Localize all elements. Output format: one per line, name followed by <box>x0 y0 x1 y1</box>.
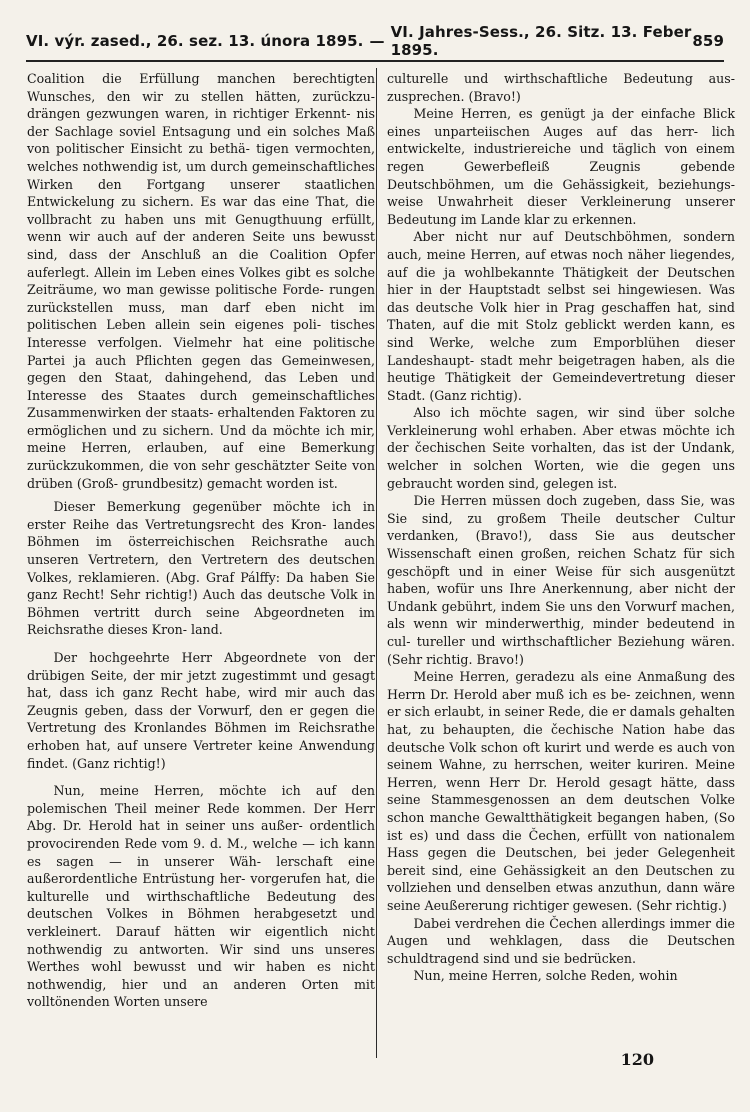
paragraph: Nun, meine Herren, solche Reden, wohin <box>413 968 678 984</box>
page-number: 859 <box>692 32 724 50</box>
paragraph: Die Herren müssen doch zugeben, dass Sie, was Sie sind, zu großem Theile deutscher Cultur verdanken, (Bravo!), dass Sie aus deutscher Wissenschaft einen großen, reichen Schatz für sich geschöpft und in einer Weise für sich ausgenützt haben, wofür uns Ihre Anerkennung, aber nicht der Undank gebührt, indem Sie uns den Vorwurf machen, als wenn wir minderwerthig, minder bedeutend in cul- tureller und wirthschaftlicher Beziehung wären. (Sehr richtig. Bravo!) <box>387 493 735 667</box>
paragraph: Coalition die Erfüllung manchen berechtigten Wunsches, den wir zu stellen hätten, zurückzu- drängen gezwungen waren, in richtiger Erkennt- nis der Sachlage soviel Entsagung und ein solches Maß von politischer Einsicht zu bethä- tigen vermochten, welches nothwendig ist, um durch gemeinschaftliches Wirken den Fortgang unserer staatlichen Entwickelung zu sichern. Es war das eine That, die vollbracht zu haben uns mit Genugthuung erfüllt, wenn wir auch auf der anderen Seite uns bewusst sind, dass der Anschluß an die Coalition Opfer auferlegt. Allein im Leben eines Volkes gibt es solche Zeiträume, wo man gewisse politische Forde- rungen zurückstellen muss, man darf eben nicht im politischen Leben allein sein eigenes poli- tisches Interesse verfolgen. Vielmehr hat eine politische Partei ja auch Pflichten gegen das Gemeinwesen, gegen den Staat, dahingehend, das Leben und Interesse des Staates durch gemeinschaftliches Zusammenwirken der staats- erhaltenden Faktoren zu ermöglichen und zu sichern. Und da möchte ich mir, meine Herren, erlauben, auf eine Bemerkung zurückzukommen, die von sehr geschätzter Seite von drüben (Groß- grundbesitz) gemacht worden ist. <box>27 71 375 491</box>
header-separator: — <box>369 32 385 50</box>
paragraph: culturelle und wirthschaftliche Bedeutung aus- zusprechen. (Bravo!) <box>387 71 735 104</box>
sheet-number: 120 <box>620 1050 654 1069</box>
paragraph: Der hochgeehrte Herr Abgeordnete von der drübigen Seite, der mir jetzt zugestimmt und gesagt hat, dass ich ganz Recht habe, wird mir auch das Zeugnis geben, dass der Vorwurf, den er gegen die Vertretung des Kronlandes Böhmen im Reichsrathe erhoben hat, auf unsere Vertreter keine Anwendung findet. (Ganz richtig!) <box>27 650 375 771</box>
running-header <box>26 23 724 62</box>
left-column <box>27 70 375 1011</box>
paragraph: Nun, meine Herren, möchte ich auf den polemischen Theil meiner Rede kommen. Der Herr Abg. Dr. Herold hat in seiner uns außer- ordentlich provocirenden Rede vom 9. d. M., welche — ich kann es sagen — in unserer Wäh- lerschaft eine außerordentliche Entrüstung her- vorgerufen hat, die kulturelle und wirthschaftliche Bedeutung des deutschen Volkes in Böhmen herabgesetzt und verkleinert. Darauf hätten wir eigentlich nicht nothwendig zu antworten. Wir sind uns unseres Werthes wohl bewusst und wir haben es nicht nothwendig, hier und an anderen Orten mit volltönenden Worten unsere <box>27 783 375 1010</box>
header-czech: VI. výr. zased., 26. sez. 13. února 1895. <box>26 32 364 50</box>
paragraph: Dabei verdrehen die Čechen allerdings immer die Augen und wehklagen, dass die Deutschen schuldtragend sind und sie bedrücken. <box>387 915 735 966</box>
paragraph: Also ich möchte sagen, wir sind über solche Verkleinerung wohl erhaben. Aber etwas möchte ich der čechischen Seite vorhalten, das ist der Undank, welcher in solchen Worten, wie die gegen uns gebraucht worden sind, gelegen ist. <box>387 405 735 491</box>
paragraph: Meine Herren, geradezu als eine Anmaßung des Herrn Dr. Herold aber muß ich es be- zeichnen, wenn er sich erlaubt, in seiner Rede, die er damals gehalten hat, zu behaupten, die čechische Nation habe das deutsche Volk schon oft kurirt und werde es auch von seinem Wahne, zu herrschen, weiter kuriren. Meine Herren, wenn Herr Dr. Herold gesagt hätte, dass seine Stammesgenossen an dem deutschen Volke schon manche Gewaltthätigkeit begangen haben, (So ist es) und dass die Čechen, erfüllt von nationalem Hass gegen die Deutschen, bei jeder Gelegenheit bereit sind, eine Gehässigkeit an den Deutschen zu vollziehen und denselben etwas anzuthun, dann wäre seine Aeußererung richtiger gewesen. (Sehr richtig.) <box>387 669 735 913</box>
header-german: VI. Jahres-Sess., 26. Sitz. 13. Feber 1895. <box>390 23 692 59</box>
right-column <box>387 70 735 985</box>
column-divider <box>376 68 377 1058</box>
paragraph: Dieser Bemerkung gegenüber möchte ich in erster Reihe das Vertretungsrecht des Kron- landes Böhmen im österreichischen Reichsrathe auch unseren Vertretern, den Vertretern des deutschen Volkes, reklamieren. (Abg. Graf Pálffy: Da haben Sie ganz Recht! Sehr richtig!) Auch das deutsche Volk in Böhmen vertritt durch seine Abgeordneten im Reichsrathe dieses Kron- land. <box>27 499 375 638</box>
paragraph: Meine Herren, es genügt ja der einfache Blick eines unparteiischen Auges auf das herr- lich entwickelte, industriereiche und täglich von einem regen Gewerbefleiß Zeugnis gebende Deutschböhmen, um die Gehässigkeit, beziehungs- weise Unwahrheit dieser Verkleinerung unserer Bedeutung im Lande klar zu erkennen. <box>387 106 735 227</box>
paragraph: Aber nicht nur auf Deutschböhmen, sondern auch, meine Herren, auf etwas noch näher liegendes, auf die ja wohlbekannte Thätigkeit der Deutschen hier in der Hauptstadt selbst sei hingewiesen. Was das deutsche Volk hier in Prag geschaffen hat, sind Thaten, auf die mit Stolz geblickt werden kann, es sind Werke, welche zum Emporblühen dieser Landeshaupt- stadt mehr beigetragen haben, als die heutige Thätigkeit der Gemeindevertretung dieser Stadt. (Ganz richtig). <box>387 229 735 403</box>
